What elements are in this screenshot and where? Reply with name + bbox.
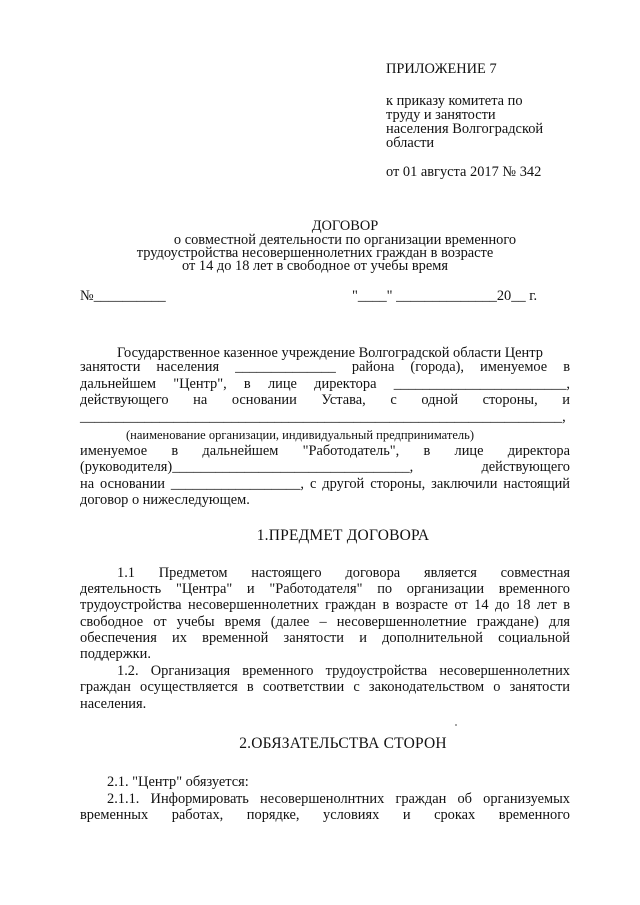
preamble-line: дальнейшем "Центр", в лице директора ________________________,: [80, 376, 570, 392]
paragraph-line: деятельность "Центра" и "Работодателя" по организации временного: [80, 581, 570, 597]
preamble-line: на основании __________________, с другой стороны, заключили настоящий: [80, 476, 570, 492]
contract-number: №__________: [80, 288, 166, 304]
approval-line: к приказу комитета по: [386, 93, 523, 109]
approval-line: труду и занятости: [386, 107, 496, 123]
paragraph-line: населения.: [80, 696, 147, 712]
contract-subtitle-line: трудоустройства несовершеннолетних граждан в возрасте: [136, 245, 494, 261]
preamble-line: ___________________________________________________________________,: [80, 409, 566, 425]
approval-line: области: [386, 135, 435, 151]
paragraph-line: свободное от учебы время (далее – несовершеннолетние граждане) для: [80, 614, 570, 630]
paragraph-line: граждан осуществляется в соответствии с законодательством о занятости: [80, 679, 570, 695]
paragraph-line: обеспечения их временной занятости и дополнительной социальной: [80, 630, 570, 646]
paragraph-line: 2.1. "Центр" обязуется:: [107, 774, 249, 790]
approval-date: от 01 августа 2017 № 342: [386, 164, 542, 180]
contract-date-line: "____" ______________20__ г.: [352, 288, 538, 304]
paragraph-line: трудоустройства несовершеннолетних граждан в возрасте от 14 до 18 лет в: [80, 597, 570, 613]
contract-title: ДОГОВОР: [311, 218, 379, 234]
preamble-line: занятости населения ______________ района (города), именуемое в: [80, 359, 570, 375]
preamble-caption: (наименование организации, индивидуальный предприниматель): [126, 428, 474, 442]
preamble-line: действующего на основании Устава, с одной стороны, и: [80, 392, 570, 408]
section-heading: 2.ОБЯЗАТЕЛЬСТВА СТОРОН: [239, 735, 447, 752]
contract-subtitle-line: о совместной деятельности по организации временного: [173, 232, 517, 248]
approval-title: ПРИЛОЖЕНИЕ 7: [386, 61, 497, 77]
preamble-line: (руководителя)_________________________________, действующего: [80, 459, 570, 475]
preamble-line: именуемое в дальнейшем "Работодатель", в лице директора: [80, 443, 570, 459]
speck: [455, 724, 457, 726]
preamble-line: договор о нижеследующем.: [80, 492, 250, 508]
paragraph-line: поддержки.: [80, 646, 151, 662]
paragraph-line: временных работах, порядке, условиях и сроках временного: [80, 807, 570, 823]
section-heading: 1.ПРЕДМЕТ ДОГОВОРА: [256, 527, 430, 544]
approval-line: населения Волгоградской: [386, 121, 544, 137]
paragraph-line: 2.1.1. Информировать несовершенолнтних граждан об организуемых: [107, 791, 570, 807]
preamble-line: Государственное казенное учреждение Волгоградской области Центр: [117, 345, 543, 361]
contract-subtitle-line: от 14 до 18 лет в свободное от учебы время: [182, 258, 448, 274]
paragraph-line: 1.1 Предметом настоящего договора является совместная: [117, 565, 570, 581]
paragraph-line: 1.2. Организация временного трудоустройства несовершеннолетних: [117, 663, 570, 679]
